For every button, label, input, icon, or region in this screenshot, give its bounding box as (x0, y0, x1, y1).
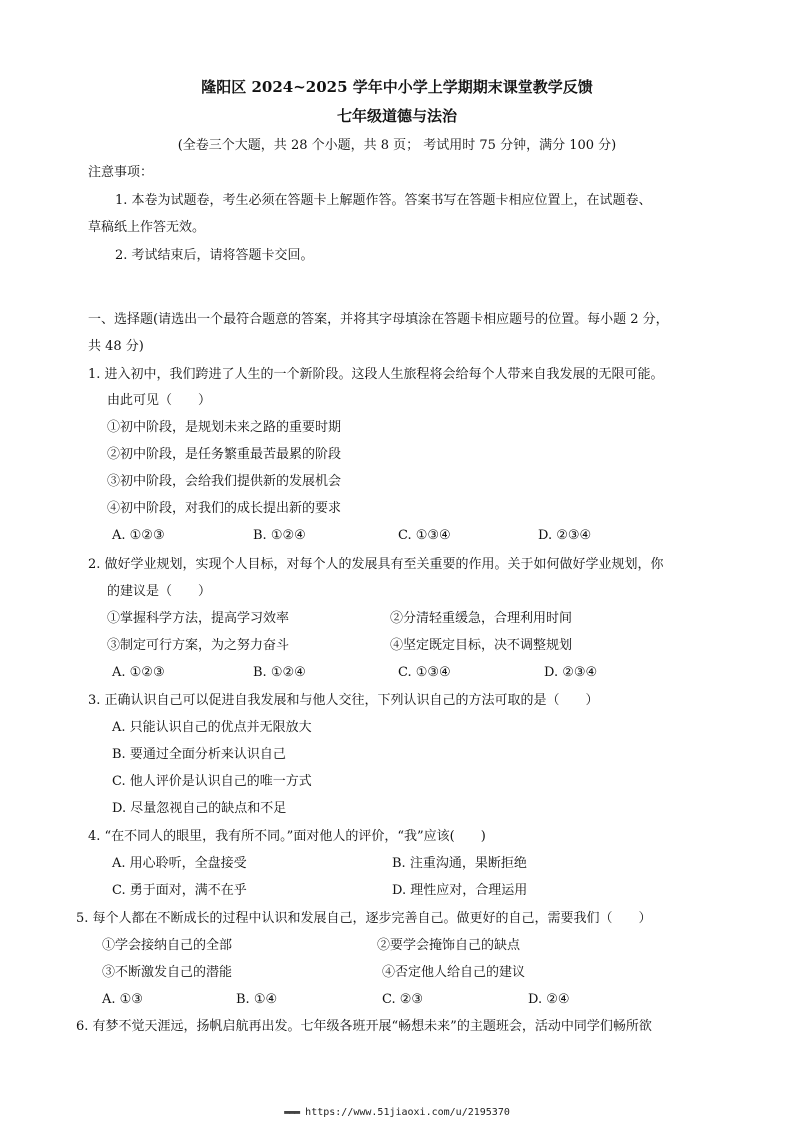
q4-choice-b: B. 注重沟通，果断拒绝 (392, 856, 527, 871)
q1-stem-cont: 由此可见（ ） (107, 393, 212, 408)
q5-choice-a: A. ①③ (102, 992, 143, 1007)
q3-choice-d: D. 尽量忽视自己的缺点和不足 (112, 801, 287, 816)
note-1-line-2: 草稿纸上作答无效。 (88, 220, 206, 235)
q2-choice-d: D. ②③④ (544, 665, 598, 680)
q3-choice-b: B. 要通过全面分析来认识自己 (112, 747, 286, 762)
q5-choice-b: B. ①④ (236, 992, 278, 1007)
q1-choice-c: C. ①③④ (398, 528, 451, 543)
q3-choice-c: C. 他人评价是认识自己的唯一方式 (112, 774, 312, 789)
watermark-logo: ▬▬▬ (284, 1107, 300, 1118)
exam-title: 隆阳区 2024~2025 学年中小学上学期期末课堂教学反馈 (201, 78, 593, 96)
source-url[interactable]: https://www.51jiaoxi.com/u/2195370 (305, 1107, 510, 1118)
q5-statement-4: ④否定他人给自己的建议 (382, 965, 526, 980)
q1-choice-b: B. ①②④ (253, 528, 306, 543)
q6-stem: 6. 有梦不觉天涯远，扬帆启航再出发。七年级各班开展“畅想未来”的主题班会，活动中同学们畅所欲 (76, 1019, 652, 1034)
q1-statement-1: ①初中阶段，是规划未来之路的重要时期 (107, 420, 342, 435)
q1-statement-4: ④初中阶段，对我们的成长提出新的要求 (107, 501, 342, 516)
q5-stem: 5. 每个人都在不断成长的过程中认识和发展自己，逐步完善自己。做更好的自己，需要我们（ ） (76, 911, 652, 926)
q2-statement-2: ②分清轻重缓急，合理利用时间 (390, 611, 573, 626)
q3-stem: 3. 正确认识自己可以促进自我发展和与他人交往，下列认识自己的方法可取的是（ ） (88, 693, 599, 708)
q2-statement-4: ④坚定既定目标，决不调整规划 (390, 638, 573, 653)
q5-statement-3: ③不断激发自己的潜能 (102, 965, 233, 980)
q4-choice-c: C. 勇于面对，满不在乎 (112, 883, 247, 898)
q5-statement-1: ①学会接纳自己的全部 (102, 938, 233, 953)
q1-choice-d: D. ②③④ (538, 528, 592, 543)
q2-statement-3: ③制定可行方案，为之努力奋斗 (107, 638, 290, 653)
q4-stem: 4. “在不同人的眼里，我有所不同。”面对他人的评价，“我”应该( ) (88, 829, 486, 844)
page-footer (0, 1107, 794, 1118)
subject-title: 七年级道德与法治 (336, 107, 457, 125)
notes-heading: 注意事项： (88, 165, 154, 180)
q5-statement-2: ②要学会掩饰自己的缺点 (377, 938, 521, 953)
note-1-line-1: 1. 本卷为试题卷，考生必须在答题卡上解题作答。答案书写在答题卡相应位置上，在试题卷、 (115, 193, 652, 208)
q2-stem-cont: 的建议是（ ） (107, 584, 212, 599)
note-2: 2. 考试结束后，请将答题卡交回。 (115, 248, 314, 263)
q2-statement-1: ①掌握科学方法，提高学习效率 (107, 611, 290, 626)
q3-choice-a: A. 只能认识自己的优点并无限放大 (112, 720, 312, 735)
q2-choice-a: A. ①②③ (112, 665, 165, 680)
q5-choice-d: D. ②④ (528, 992, 570, 1007)
q1-choice-a: A. ①②③ (112, 528, 165, 543)
q2-choice-c: C. ①③④ (398, 665, 451, 680)
q1-stem: 1. 进入初中，我们跨进了人生的一个新阶段。这段人生旅程将会给每个人带来自我发展的无限可能。 (88, 367, 664, 382)
section-1-heading-cont: 共 48 分) (88, 339, 144, 354)
q1-statement-2: ②初中阶段，是任务繁重最苦最累的阶段 (107, 447, 342, 462)
q1-statement-3: ③初中阶段，会给我们提供新的发展机会 (107, 474, 342, 489)
q4-choice-a: A. 用心聆听，全盘接受 (112, 856, 247, 871)
q2-stem: 2. 做好学业规划，实现个人目标，对每个人的发展具有至关重要的作用。关于如何做好学业规划，你 (88, 557, 664, 572)
q2-choice-b: B. ①②④ (253, 665, 306, 680)
q4-choice-d: D. 理性应对，合理运用 (392, 883, 528, 898)
section-1-heading: 一、选择题(请选出一个最符合题意的答案，并将其字母填涂在答题卡相应题号的位置。每小题 2 分， (88, 312, 669, 327)
q5-choice-c: C. ②③ (382, 992, 424, 1007)
exam-info: (全卷三个大题，共 28 个小题，共 8 页； 考试用时 75 分钟，满分 100 分) (177, 138, 617, 153)
